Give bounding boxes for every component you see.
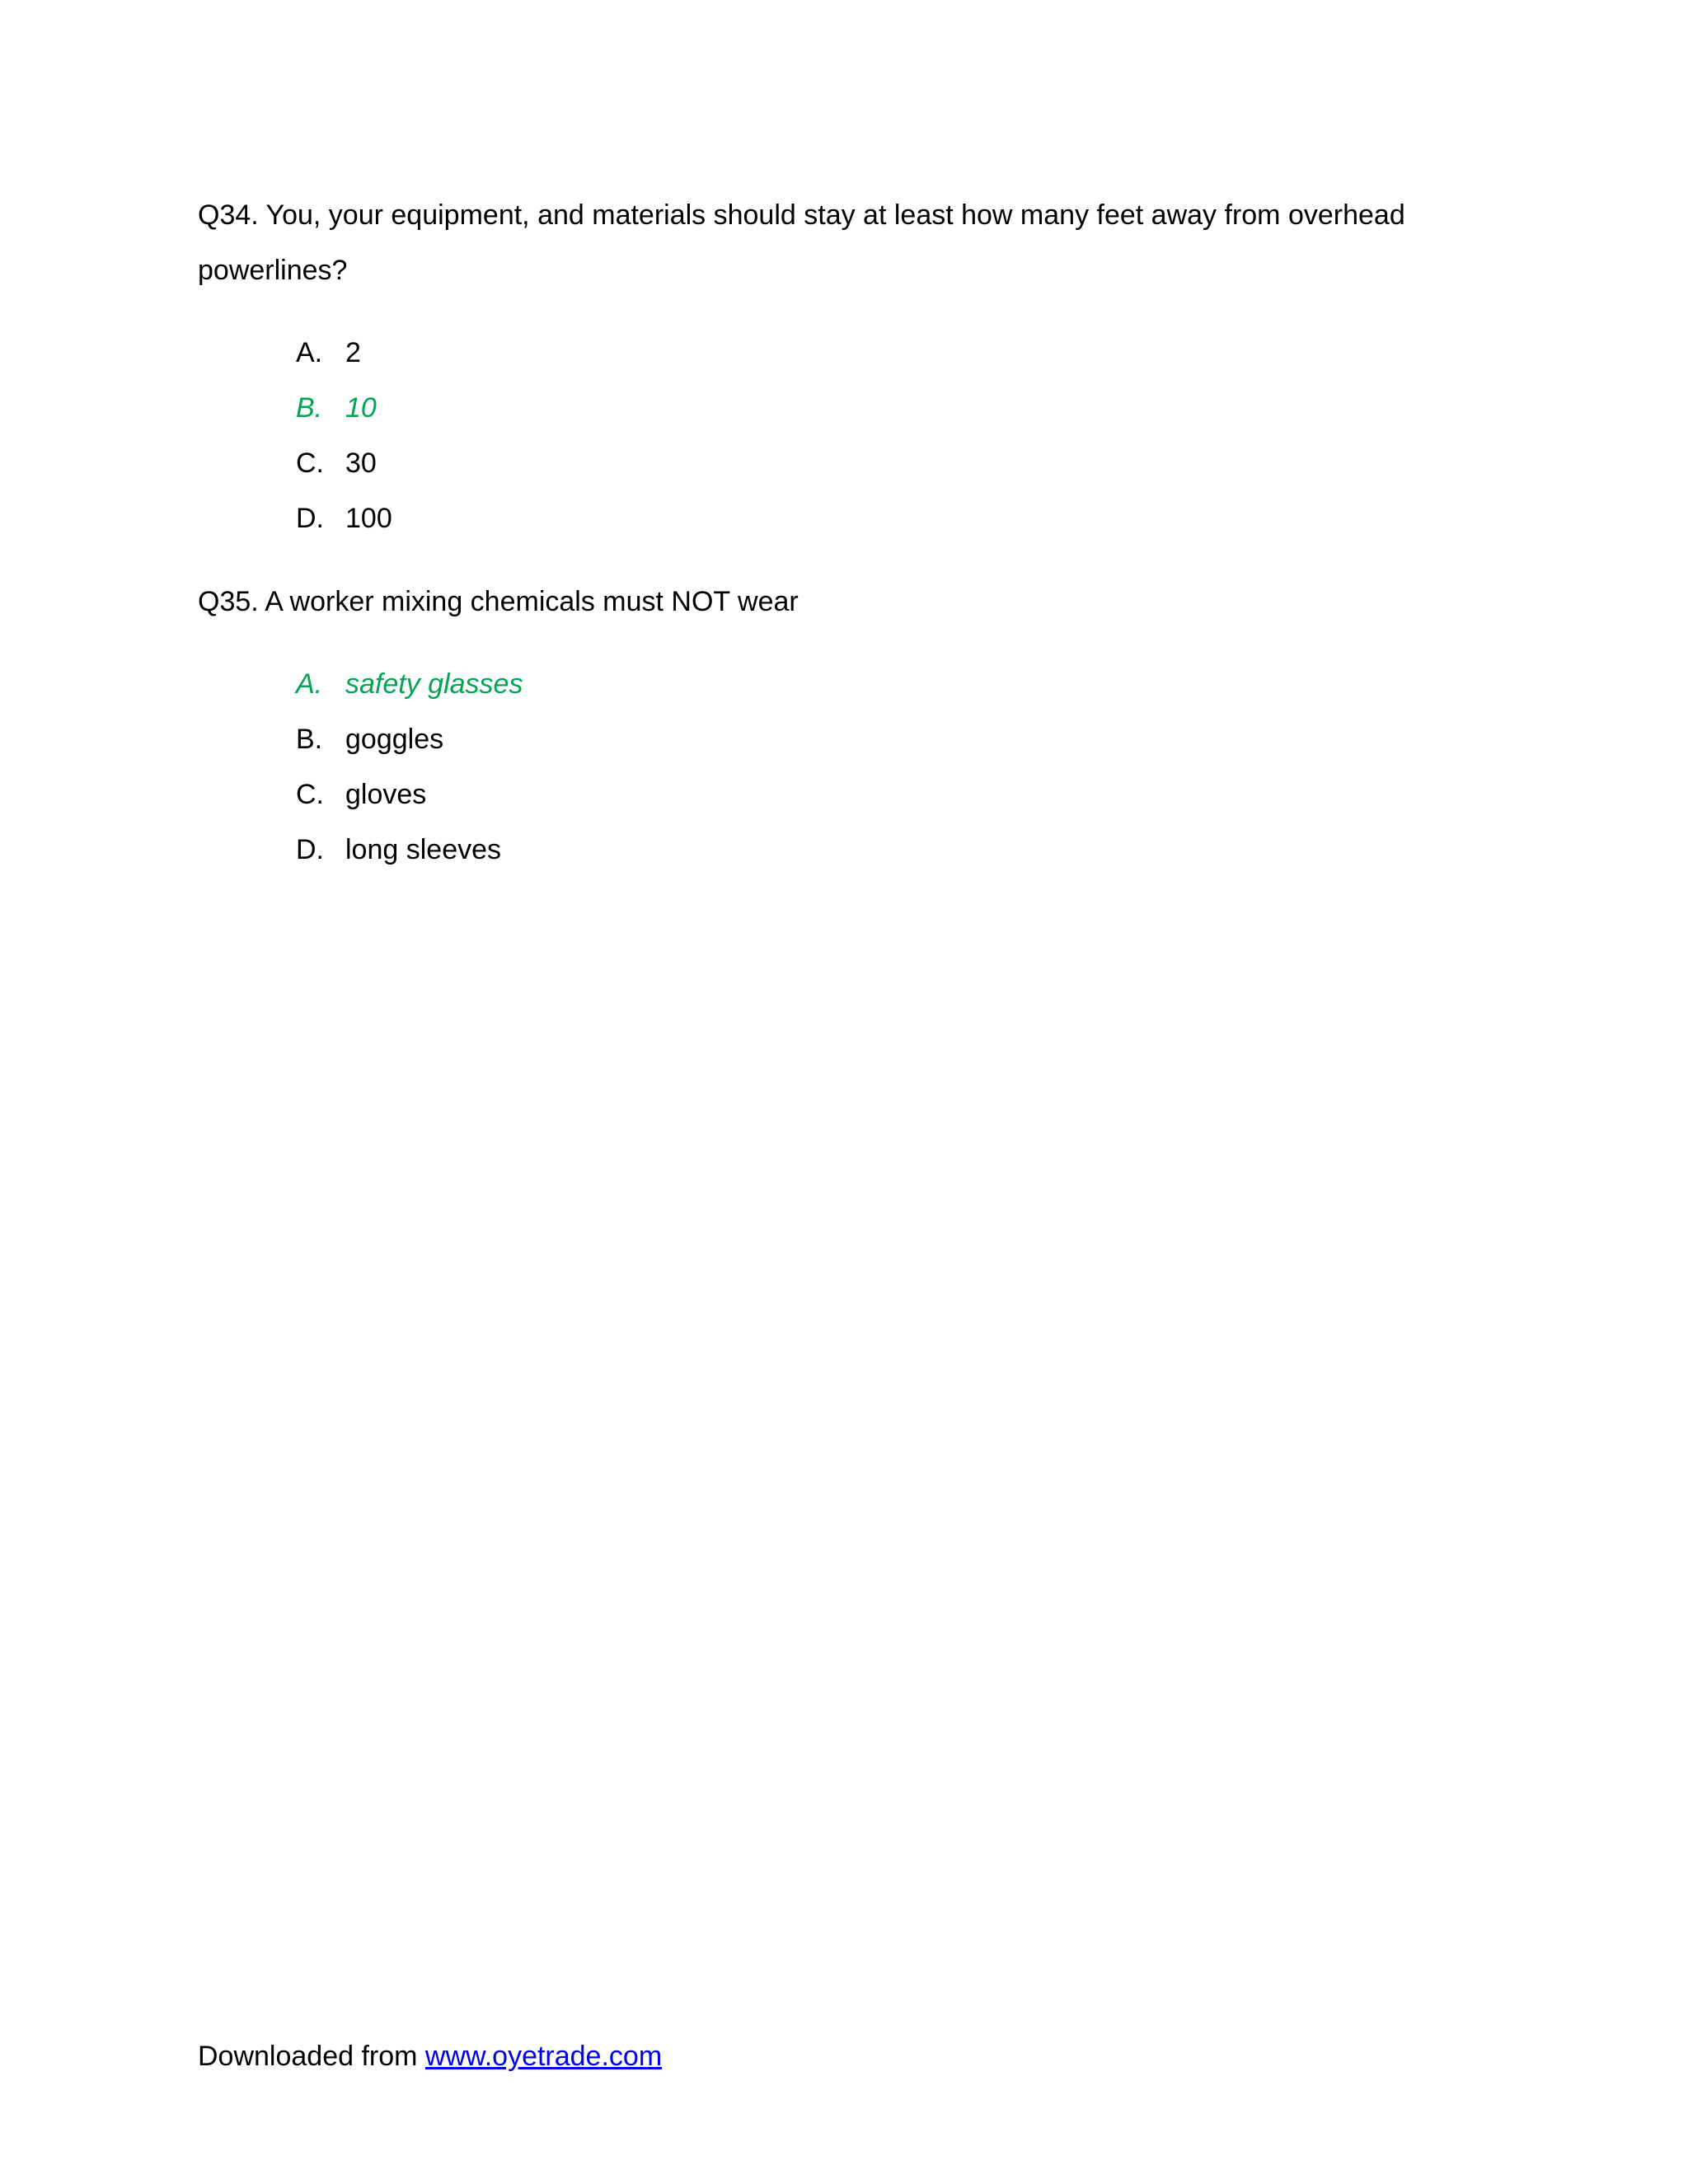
option-letter: D. <box>296 834 324 865</box>
option-letter: B. <box>296 392 323 424</box>
option-letter: A. <box>296 337 323 368</box>
option-text: 10 <box>345 392 377 424</box>
option-text: gloves <box>345 779 427 810</box>
question-35-text: Q35. A worker mixing chemicals must NOT wear <box>198 586 799 617</box>
option-text: 2 <box>345 337 361 368</box>
option-text: goggles <box>345 724 444 755</box>
question-34-options <box>296 326 392 546</box>
q34-option-a <box>296 326 392 381</box>
footer-prefix: Downloaded from <box>198 2041 425 2072</box>
q35-option-a-correct <box>296 657 523 712</box>
option-letter: B. <box>296 724 323 755</box>
q35-option-c <box>296 767 523 823</box>
option-letter: C. <box>296 448 324 479</box>
footer <box>198 2029 662 2084</box>
q35-option-d <box>296 823 523 878</box>
question-35-options <box>296 657 523 878</box>
option-letter: A. <box>296 668 323 700</box>
question-34-text: Q34. You, your equipment, and materials should stay at least how many feet away from overhead powerlines? <box>198 199 1405 286</box>
option-letter: C. <box>296 779 324 810</box>
q35-option-b <box>296 712 523 767</box>
q34-option-c <box>296 436 392 491</box>
option-text: 100 <box>345 503 392 534</box>
option-text: long sleeves <box>345 834 502 865</box>
q34-option-b-correct <box>296 381 392 436</box>
option-text: 30 <box>345 448 377 479</box>
footer-link[interactable]: www.oyetrade.com <box>424 2041 663 2072</box>
option-text: safety glasses <box>345 668 523 700</box>
q34-option-d <box>296 491 392 546</box>
option-letter: D. <box>296 503 324 534</box>
